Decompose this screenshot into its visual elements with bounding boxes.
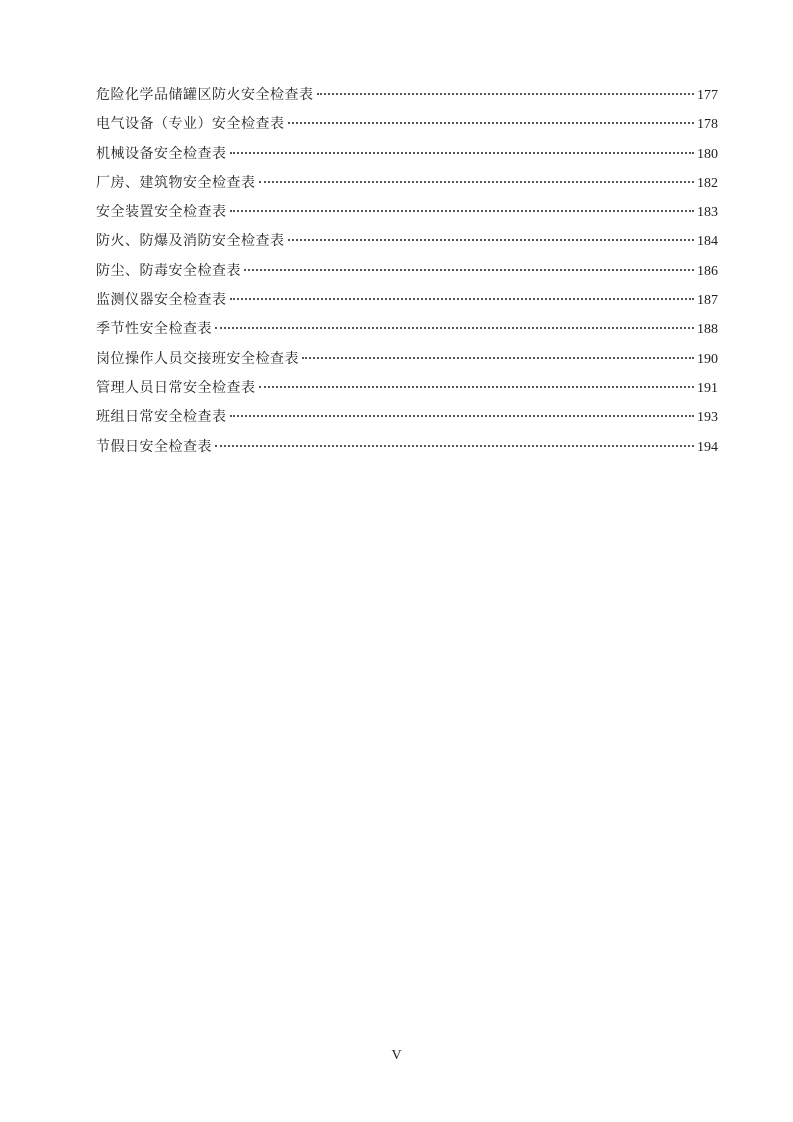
page-number: V	[391, 1048, 402, 1063]
toc-dot-leader	[230, 152, 695, 154]
toc-dot-leader	[259, 386, 695, 388]
toc-entry[interactable]	[96, 348, 718, 377]
toc-entry-page: 177	[697, 88, 718, 103]
toc-entry[interactable]	[96, 289, 718, 318]
toc-entry[interactable]	[96, 230, 718, 259]
toc-entry[interactable]	[96, 436, 718, 465]
toc-entry[interactable]	[96, 406, 718, 435]
toc-entry[interactable]	[96, 260, 718, 289]
toc-dot-leader	[230, 298, 695, 300]
table-of-contents	[96, 84, 718, 465]
toc-entry[interactable]	[96, 143, 718, 172]
toc-entry-page: 187	[697, 293, 718, 309]
toc-entry[interactable]	[96, 377, 718, 406]
toc-entry[interactable]	[96, 201, 718, 230]
toc-dot-leader	[215, 327, 694, 329]
toc-entry-page: 184	[697, 234, 718, 250]
toc-entry-page: 194	[697, 439, 718, 455]
toc-dot-leader	[259, 181, 695, 183]
toc-entry-title: 防火、防爆及消防安全检查表	[96, 233, 285, 250]
toc-entry-page: 183	[697, 205, 718, 221]
toc-dot-leader	[244, 269, 694, 271]
toc-entry-title: 安全装置安全检查表	[96, 204, 227, 221]
toc-entry-title: 管理人员日常安全检查表	[96, 379, 256, 396]
toc-entry-page: 190	[697, 351, 718, 367]
toc-dot-leader	[215, 445, 694, 447]
toc-entry-title: 监测仪器安全检查表	[96, 292, 227, 309]
toc-entry-title: 防尘、防毒安全检查表	[96, 262, 241, 279]
toc-entry[interactable]	[96, 113, 718, 142]
toc-entry-title: 机械设备安全检查表	[96, 145, 227, 162]
toc-dot-leader	[230, 210, 695, 212]
toc-entry[interactable]	[96, 84, 718, 113]
toc-entry-title: 电气设备（专业）安全检查表	[96, 116, 285, 133]
toc-entry-title: 厂房、建筑物安全检查表	[96, 174, 256, 191]
toc-entry[interactable]	[96, 318, 718, 347]
toc-entry-title: 班组日常安全检查表	[96, 409, 227, 426]
toc-dot-leader	[288, 122, 695, 124]
toc-entry-title: 节假日安全检查表	[96, 438, 212, 455]
toc-entry-title: 岗位操作人员交接班安全检查表	[96, 350, 299, 367]
toc-dot-leader	[230, 415, 695, 417]
toc-dot-leader	[302, 357, 694, 359]
toc-entry[interactable]	[96, 172, 718, 201]
toc-entry-page: 178	[697, 117, 718, 133]
toc-entry-title: 季节性安全检查表	[96, 321, 212, 338]
toc-entry-page: 180	[697, 146, 718, 162]
toc-entry-page: 186	[697, 263, 718, 279]
toc-entry-page: 188	[697, 322, 718, 338]
toc-entry-page: 193	[697, 410, 718, 426]
toc-entry-page: 191	[697, 380, 718, 396]
toc-dot-leader	[317, 93, 695, 95]
toc-entry-page: 182	[697, 175, 718, 191]
toc-entry-title: 危险化学品储罐区防火安全检查表	[96, 87, 314, 103]
toc-dot-leader	[288, 239, 695, 241]
